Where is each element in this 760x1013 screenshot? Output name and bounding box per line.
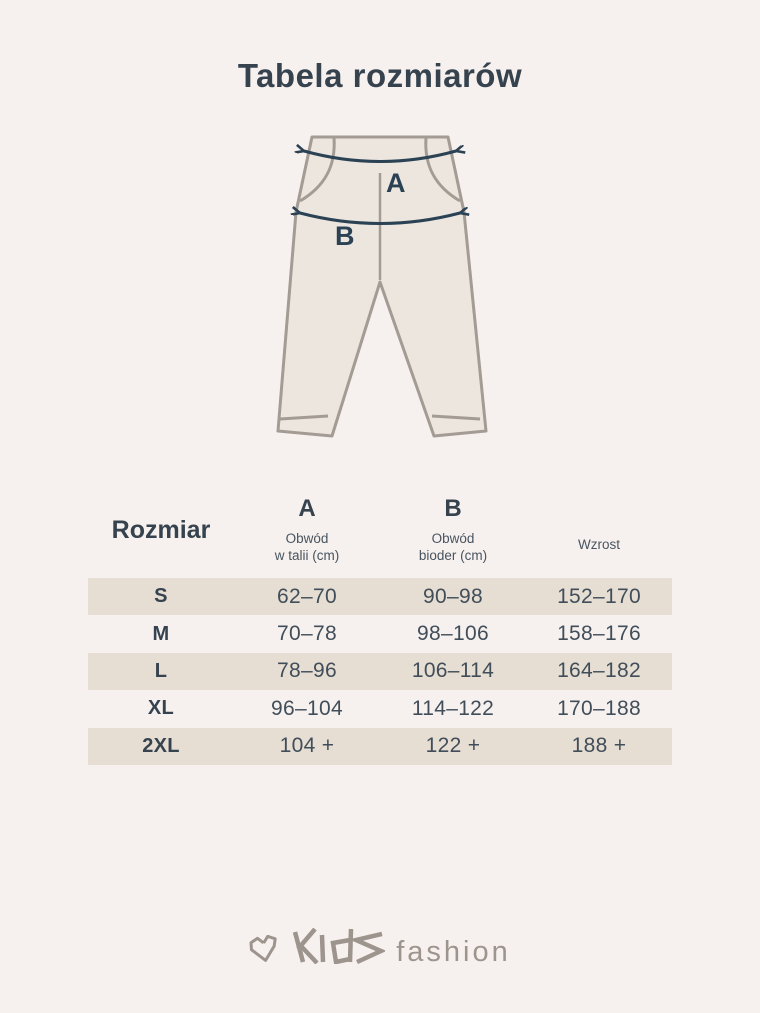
hips-cell: 106–114 bbox=[411, 659, 495, 683]
size-table bbox=[88, 495, 672, 765]
height-cell: 152–170 bbox=[557, 584, 641, 608]
column-header-size: Rozmiar bbox=[111, 516, 211, 544]
table-row bbox=[88, 690, 672, 727]
waist-cell: 96–104 bbox=[271, 696, 343, 720]
hips-cell: 98–106 bbox=[417, 622, 489, 646]
size-cell: 2XL bbox=[142, 734, 180, 757]
pants-outline bbox=[278, 137, 486, 436]
fashion-wordmark: fashion bbox=[396, 936, 511, 968]
table-row bbox=[88, 615, 672, 652]
size-cell: S bbox=[154, 585, 168, 608]
pants-diagram bbox=[250, 125, 510, 440]
hips-cell: 90–98 bbox=[423, 584, 483, 608]
page-title: Tabela rozmiarów bbox=[237, 57, 523, 94]
height-cell: 188 + bbox=[571, 734, 627, 758]
brand-footer bbox=[0, 928, 760, 969]
column-header-b: B bbox=[444, 495, 462, 522]
table-row bbox=[88, 728, 672, 765]
column-header-height: Wzrost bbox=[578, 537, 620, 552]
table-row bbox=[88, 578, 672, 615]
hip-label-b: B bbox=[335, 221, 355, 251]
waist-cell: 78–96 bbox=[277, 659, 337, 683]
kids-logo bbox=[290, 928, 385, 969]
size-cell: XL bbox=[147, 697, 175, 720]
heart-icon bbox=[249, 935, 279, 968]
height-cell: 170–188 bbox=[557, 696, 641, 720]
size-table-body bbox=[88, 578, 672, 765]
waist-cell: 104 + bbox=[279, 734, 335, 758]
waist-label-a: A bbox=[386, 168, 406, 198]
column-header-a: A bbox=[298, 495, 316, 522]
height-cell: 164–182 bbox=[557, 659, 641, 683]
waist-cell: 62–70 bbox=[277, 584, 337, 608]
hips-cell: 114–122 bbox=[411, 696, 495, 720]
hips-cell: 122 + bbox=[425, 734, 481, 758]
size-table-header bbox=[88, 495, 672, 578]
height-cell: 158–176 bbox=[557, 622, 641, 646]
column-subtitle-hips: Obwód bioder (cm) bbox=[418, 531, 488, 563]
size-cell: L bbox=[154, 659, 168, 682]
pants-illustration bbox=[250, 125, 510, 440]
column-subtitle-waist: Obwód w talii (cm) bbox=[274, 531, 340, 563]
waist-cell: 70–78 bbox=[277, 622, 337, 646]
size-cell: M bbox=[152, 622, 170, 645]
table-row bbox=[88, 653, 672, 690]
